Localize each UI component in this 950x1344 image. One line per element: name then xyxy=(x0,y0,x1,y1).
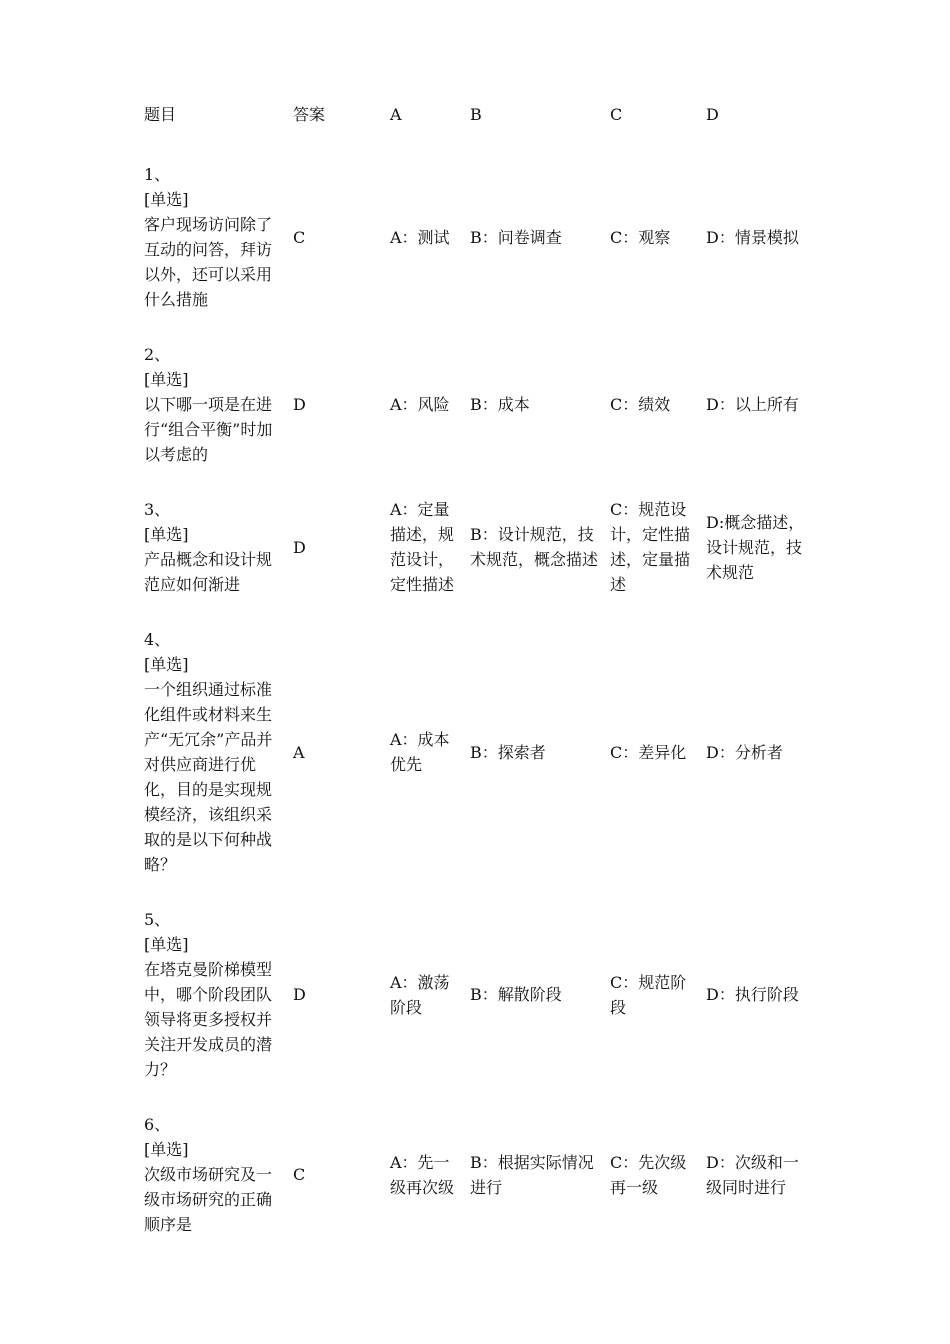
question-type: [单选] xyxy=(144,370,189,389)
option-a-cell: A：激荡阶段 xyxy=(390,972,450,1017)
option-b-cell: B：探索者 xyxy=(470,742,546,762)
option-d-cell: D：分析者 xyxy=(706,742,783,762)
header-question: 题目 xyxy=(144,105,177,124)
question-row-4 xyxy=(140,619,812,899)
option-c-cell: C：先次级再一级 xyxy=(610,1152,687,1197)
question-cell xyxy=(140,154,289,334)
option-a-cell: A：先一级再次级 xyxy=(390,1152,455,1197)
answer-cell: A xyxy=(293,742,305,762)
header-option-d: D xyxy=(706,105,719,124)
quiz-table xyxy=(140,98,812,1259)
question-number: 5、 xyxy=(144,910,171,929)
question-type: [单选] xyxy=(144,525,189,544)
option-c-cell: C：规范设计，定性描述，定量描述 xyxy=(610,500,691,594)
question-number: 4、 xyxy=(144,630,171,649)
question-cell xyxy=(140,489,289,619)
question-text: 在塔克曼阶梯模型中，哪个阶段团队领导将更多授权并关注开发成员的潜力？ xyxy=(144,960,273,1079)
answer-cell: C xyxy=(293,227,306,247)
question-number: 2、 xyxy=(144,345,171,364)
question-cell xyxy=(140,1104,289,1259)
question-number: 6、 xyxy=(144,1115,171,1134)
option-d-cell: D：以上所有 xyxy=(706,395,799,414)
header-option-c: C xyxy=(610,105,623,124)
question-type: [单选] xyxy=(144,190,189,209)
option-a-cell: A：风险 xyxy=(390,395,450,414)
question-text: 产品概念和设计规范应如何渐进 xyxy=(144,550,273,594)
option-d-cell: D：次级和一级同时进行 xyxy=(706,1152,799,1197)
option-d-cell: D:概念描述，设计规范，技术规范 xyxy=(706,512,805,582)
question-cell xyxy=(140,619,289,899)
header-option-a: A xyxy=(390,105,402,124)
question-text: 次级市场研究及一级市场研究的正确顺序是 xyxy=(144,1165,273,1234)
question-type: [单选] xyxy=(144,1140,189,1159)
answer-cell: D xyxy=(293,537,306,557)
header-option-b: B xyxy=(470,105,482,124)
answer-cell: C xyxy=(293,1165,306,1184)
question-number: 1、 xyxy=(144,165,171,184)
option-c-cell: C：绩效 xyxy=(610,395,671,414)
question-text: 以下哪一项是在进行“组合平衡”时加以考虑的 xyxy=(144,395,273,464)
option-b-cell: B：问卷调查 xyxy=(470,227,562,247)
option-d-cell: D：执行阶段 xyxy=(706,985,799,1004)
question-cell xyxy=(140,899,289,1104)
question-type: [单选] xyxy=(144,935,189,954)
question-row-1 xyxy=(140,154,812,334)
option-c-cell: C：差异化 xyxy=(610,742,687,762)
question-text: 一个组织通过标准化组件或材料来生产“无冗余”产品并对供应商进行优化，目的是实现规模经济，该组织采取的是以下何种战略？ xyxy=(144,680,273,874)
option-d-cell: D：情景模拟 xyxy=(706,227,799,247)
option-b-cell: B：成本 xyxy=(470,395,530,414)
option-a-cell: A：测试 xyxy=(390,227,450,247)
question-type: [单选] xyxy=(144,655,189,674)
option-b-cell: B：解散阶段 xyxy=(470,985,562,1004)
question-text: 客户现场访问除了互动的问答，拜访以外，还可以采用什么措施 xyxy=(144,215,273,309)
header-row xyxy=(140,98,812,154)
option-b-cell: B：根据实际情况进行 xyxy=(470,1152,594,1197)
question-cell xyxy=(140,334,289,489)
question-number: 3、 xyxy=(144,500,171,519)
answer-cell: D xyxy=(293,395,306,414)
option-a-cell: A：定量描述，规范设计，定性描述 xyxy=(390,500,455,594)
option-a-cell: A：成本优先 xyxy=(390,730,450,774)
answer-cell: D xyxy=(293,985,306,1004)
header-answer: 答案 xyxy=(293,105,326,124)
question-row-5 xyxy=(140,899,812,1104)
question-row-6 xyxy=(140,1104,812,1259)
question-row-2 xyxy=(140,334,812,489)
option-b-cell: B：设计规范，技术规范，概念描述 xyxy=(470,525,599,569)
option-c-cell: C：观察 xyxy=(610,227,671,247)
option-c-cell: C：规范阶段 xyxy=(610,972,687,1017)
question-row-3 xyxy=(140,489,812,619)
